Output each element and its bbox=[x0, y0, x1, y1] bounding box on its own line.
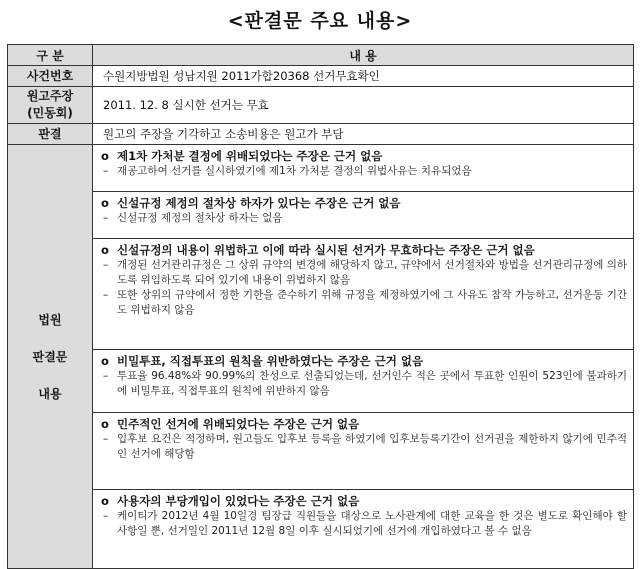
judgment-row bbox=[8, 124, 634, 145]
section-item: – 신설규정 제정의 절차상 하자는 없음 bbox=[103, 212, 283, 224]
dash-marker: – bbox=[103, 433, 109, 445]
judgment-summary-table bbox=[7, 44, 634, 569]
court-judgment-label bbox=[8, 145, 93, 569]
header-content: 내 용 bbox=[93, 45, 634, 66]
dash-marker: – bbox=[103, 289, 109, 301]
document-title: <판결문 주요 내용> bbox=[227, 10, 413, 32]
section-heading: o 제1차 가처분 결정에 위배되었다는 주장은 근거 없음 bbox=[101, 149, 383, 163]
bullet-marker: o bbox=[101, 149, 109, 163]
bullet-marker: o bbox=[101, 354, 109, 368]
dash-marker: – bbox=[103, 510, 109, 522]
header-category: 구 분 bbox=[8, 45, 93, 66]
dash-marker: – bbox=[103, 370, 109, 382]
court-section-5 bbox=[93, 413, 634, 490]
section-item: – 입후보 요건은 적정하며, 원고들도 입후보 등록을 하였기에 입후보등록기간이 선거권을 제한하지 않기에 민주적인 선거에 해당함 bbox=[103, 433, 627, 460]
court-section-row bbox=[8, 239, 634, 350]
plaintiff-claim-label-line2: (민동회) bbox=[27, 106, 73, 120]
court-section-3 bbox=[93, 239, 634, 350]
court-label-line2: 판결문 bbox=[32, 350, 68, 364]
court-section-row bbox=[8, 413, 634, 490]
bullet-marker: o bbox=[101, 196, 109, 210]
section-heading: o 사용자의 부당개입이 있었다는 주장은 근거 없음 bbox=[101, 494, 360, 508]
case-number-value: 수원지방법원 성남지원 2011가합20368 선거무효확인 bbox=[93, 66, 634, 87]
section-heading: o 신설규정 제정의 절차상 하자가 있다는 주장은 근거 없음 bbox=[101, 196, 401, 210]
plaintiff-claim-row bbox=[8, 87, 634, 124]
court-section-4 bbox=[93, 350, 634, 413]
case-number-label: 사건번호 bbox=[8, 66, 93, 87]
plaintiff-claim-label bbox=[8, 87, 93, 124]
section-item: – 개정된 선거관리규정은 그 상위 규약의 변경에 해당하지 않고, 규약에서 선거절차와 방법을 선거관리규정에 의하도록 위임하도록 되어 있기에 내용이 위법하지 않음 bbox=[103, 259, 627, 286]
section-heading: o 비밀투표, 직접투표의 원칙을 위반하였다는 주장은 근거 없음 bbox=[101, 354, 424, 368]
judgment-value: 원고의 주장을 기각하고 소송비용은 원고가 부담 bbox=[93, 124, 634, 145]
dash-marker: – bbox=[103, 259, 109, 271]
court-section-row bbox=[8, 145, 634, 192]
table-header-row bbox=[8, 45, 634, 66]
plaintiff-claim-label-line1: 원고주장 bbox=[26, 89, 74, 103]
bullet-marker: o bbox=[101, 243, 109, 257]
court-section-row bbox=[8, 350, 634, 413]
bullet-marker: o bbox=[101, 417, 109, 431]
court-section-2 bbox=[93, 192, 634, 239]
section-item: – 케이티가 2012년 4월 10일경 팀장급 직원들을 대상으로 노사관계에 대한 교육을 한 것은 별도로 확인해야 할 사항일 뿐, 선거일인 2011년 12월 8일 이후 실시되었기에 선거에 개입하였다고 볼 수 없음 bbox=[103, 510, 627, 537]
case-number-row bbox=[8, 66, 634, 87]
dash-marker: – bbox=[103, 165, 109, 177]
section-item: – 또한 상위의 규약에서 정한 기한을 준수하기 위해 규정을 제정하였기에 그 사유도 참작 가능하고, 선거운동 기간도 위법하지 않음 bbox=[103, 289, 627, 316]
court-section-1 bbox=[93, 145, 634, 192]
section-heading: o 민주적인 선거에 위배되었다는 주장은 근거 없음 bbox=[101, 417, 360, 431]
bullet-marker: o bbox=[101, 494, 109, 508]
section-item: – 투표율 96.48%와 90.99%의 찬성으로 선출되었는데, 선거인수 적은 곳에서 투표한 인원이 523인에 불과하기에 비밀투표, 직접투표의 원칙에 위반하지 않음 bbox=[103, 370, 627, 397]
dash-marker: – bbox=[103, 212, 109, 224]
court-section-row bbox=[8, 192, 634, 239]
court-label-line3: 내용 bbox=[38, 387, 62, 401]
court-section-row bbox=[8, 490, 634, 569]
section-heading: o 신설규정의 내용이 위법하고 이에 따라 실시된 선거가 무효하다는 주장은 근거 없음 bbox=[101, 243, 535, 257]
section-item: – 재공고하여 선거를 실시하였기에 제1차 가처분 결정의 위법사유는 치유되었음 bbox=[103, 165, 472, 177]
court-label-line1: 법원 bbox=[38, 313, 62, 327]
plaintiff-claim-value: 2011. 12. 8 실시한 선거는 무효 bbox=[93, 87, 634, 124]
court-section-6 bbox=[93, 490, 634, 569]
judgment-label: 판결 bbox=[8, 124, 93, 145]
